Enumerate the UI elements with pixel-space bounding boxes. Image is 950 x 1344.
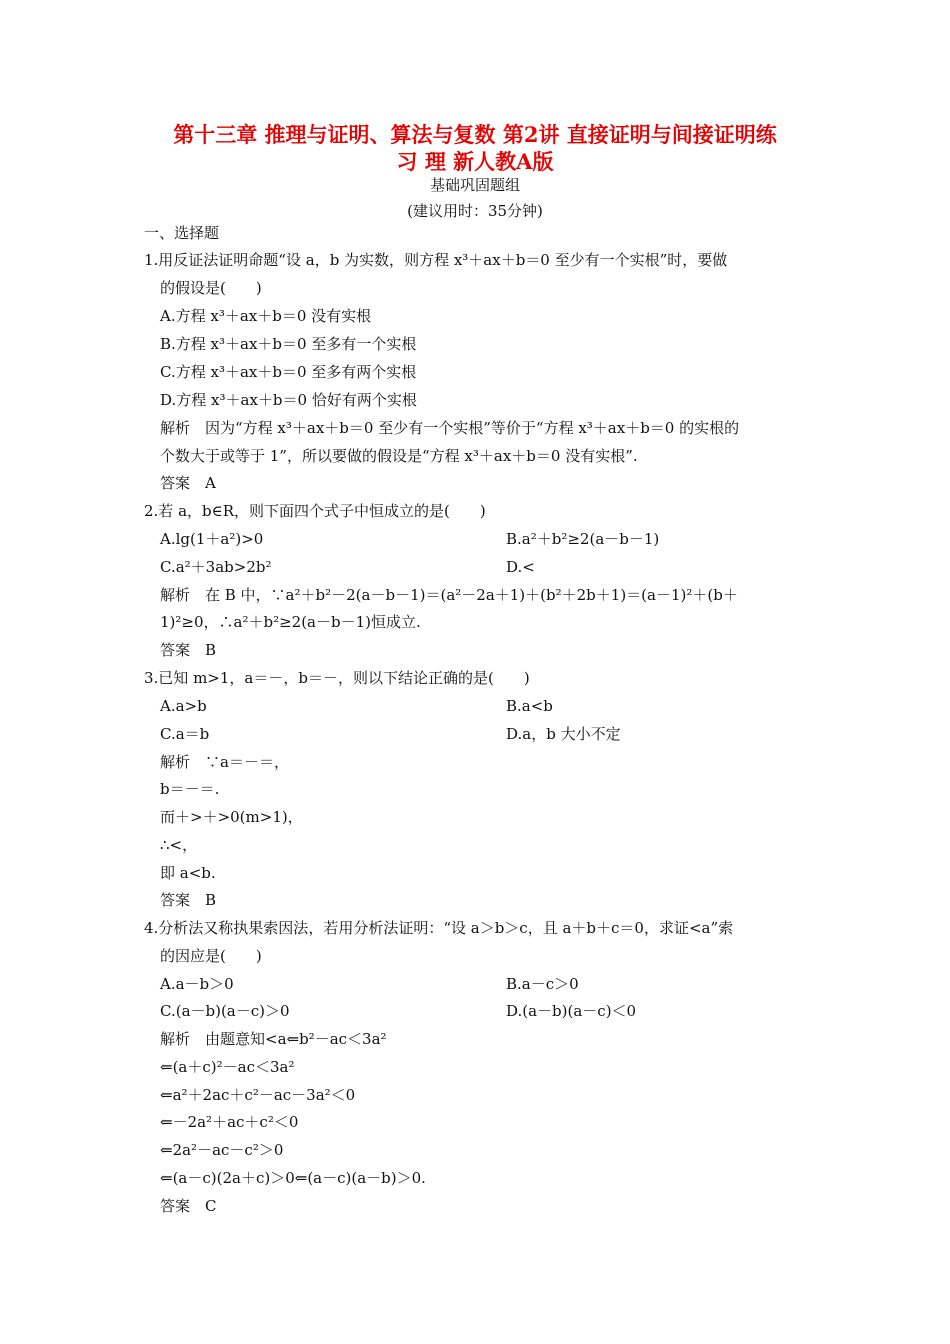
q3-option-a: A.a>b	[160, 697, 207, 715]
q3-option-d: D.a，b 大小不定	[506, 725, 621, 743]
q4-option-d: D.(a－b)(a－c)＜0	[506, 1002, 637, 1020]
q2-option-d: D.<	[506, 558, 535, 576]
q4-solution-2: ⇐(a＋c)²－ac＜3a²	[160, 1058, 295, 1076]
q1-answer: 答案 A	[160, 474, 216, 492]
q3-solution-5: 即 a<b.	[160, 864, 216, 882]
q1-option-a: A.方程 x³＋ax＋b＝0 没有实根	[160, 307, 372, 325]
q2-answer: 答案 B	[160, 641, 217, 659]
q3-solution-1: 解析 ∵a＝－＝，	[160, 753, 289, 771]
q2-option-b: B.a²＋b²≥2(a－b－1)	[506, 530, 660, 548]
group-heading: 基础巩固题组	[429, 176, 520, 194]
q1-option-d: D.方程 x³＋ax＋b＝0 恰好有两个实根	[160, 391, 417, 409]
q1-stem-2: 的假设是( )	[160, 279, 262, 297]
q4-solution-4: ⇐－2a²＋ac＋c²＜0	[160, 1113, 299, 1131]
q4-option-c: C.(a－b)(a－c)＞0	[160, 1002, 290, 1020]
q1-option-c: C.方程 x³＋ax＋b＝0 至多有两个实根	[160, 363, 417, 381]
q3-option-b: B.a<b	[506, 697, 553, 715]
q2-solution-1: 解析 在 B 中，∵a²＋b²－2(a－b－1)＝(a²－2a＋1)＋(b²＋2b＋1)＝(a－1)²＋(b＋	[160, 586, 738, 604]
q1-stem-1: 1.用反证法证明命题“设 a，b 为实数，则方程 x³＋ax＋b＝0 至少有一个实根”时，要做	[144, 251, 728, 269]
q3-solution-3: 而＋>＋>0(m>1)，	[160, 808, 303, 826]
q3-solution-4: ∴<，	[160, 836, 198, 854]
q4-option-b: B.a－c＞0	[506, 975, 579, 993]
q1-option-b: B.方程 x³＋ax＋b＝0 至多有一个实根	[160, 335, 417, 353]
q4-answer: 答案 C	[160, 1197, 217, 1215]
q2-stem: 2.若 a，b∈R，则下面四个式子中恒成立的是( )	[144, 502, 486, 520]
q1-solution-1: 解析 因为“方程 x³＋ax＋b＝0 至少有一个实根”等价于“方程 x³＋ax＋b＝0 的实根的	[160, 419, 740, 437]
title-line-2: 习 理 新人教A版	[396, 149, 554, 174]
time-note: (建议用时：35分钟)	[407, 202, 543, 220]
q1-solution-2: 个数大于或等于 1”，所以要做的假设是“方程 x³＋ax＋b＝0 没有实根”.	[160, 447, 638, 465]
q2-option-a: A.lg(1＋a²)>0	[160, 530, 264, 548]
q3-answer: 答案 B	[160, 891, 217, 909]
title-line-1: 第十三章 推理与证明、算法与复数 第2讲 直接证明与间接证明练	[173, 122, 777, 147]
q2-solution-2: 1)²≥0，∴a²＋b²≥2(a－b－1)恒成立.	[160, 613, 421, 631]
q4-solution-6: ⇐(a－c)(2a＋c)＞0⇐(a－c)(a－b)＞0.	[160, 1169, 426, 1187]
q2-option-c: C.a²＋3ab>2b²	[160, 558, 272, 576]
q4-option-a: A.a－b＞0	[160, 975, 234, 993]
q4-solution-1: 解析 由题意知<a⇐b²－ac＜3a²	[160, 1030, 387, 1048]
q4-stem-2: 的因应是( )	[160, 947, 262, 965]
q4-stem-1: 4.分析法又称执果索因法，若用分析法证明：“设 a＞b＞c，且 a＋b＋c＝0，求证<a”索	[144, 919, 734, 937]
q4-solution-3: ⇐a²＋2ac＋c²－ac－3a²＜0	[160, 1086, 356, 1104]
q3-option-c: C.a＝b	[160, 725, 210, 743]
q3-solution-2: b＝－＝.	[160, 780, 220, 798]
q3-stem: 3.已知 m>1，a＝－，b＝－，则以下结论正确的是( )	[144, 669, 530, 687]
q4-solution-5: ⇐2a²－ac－c²＞0	[160, 1141, 284, 1159]
section-heading: 一、选择题	[144, 224, 220, 242]
